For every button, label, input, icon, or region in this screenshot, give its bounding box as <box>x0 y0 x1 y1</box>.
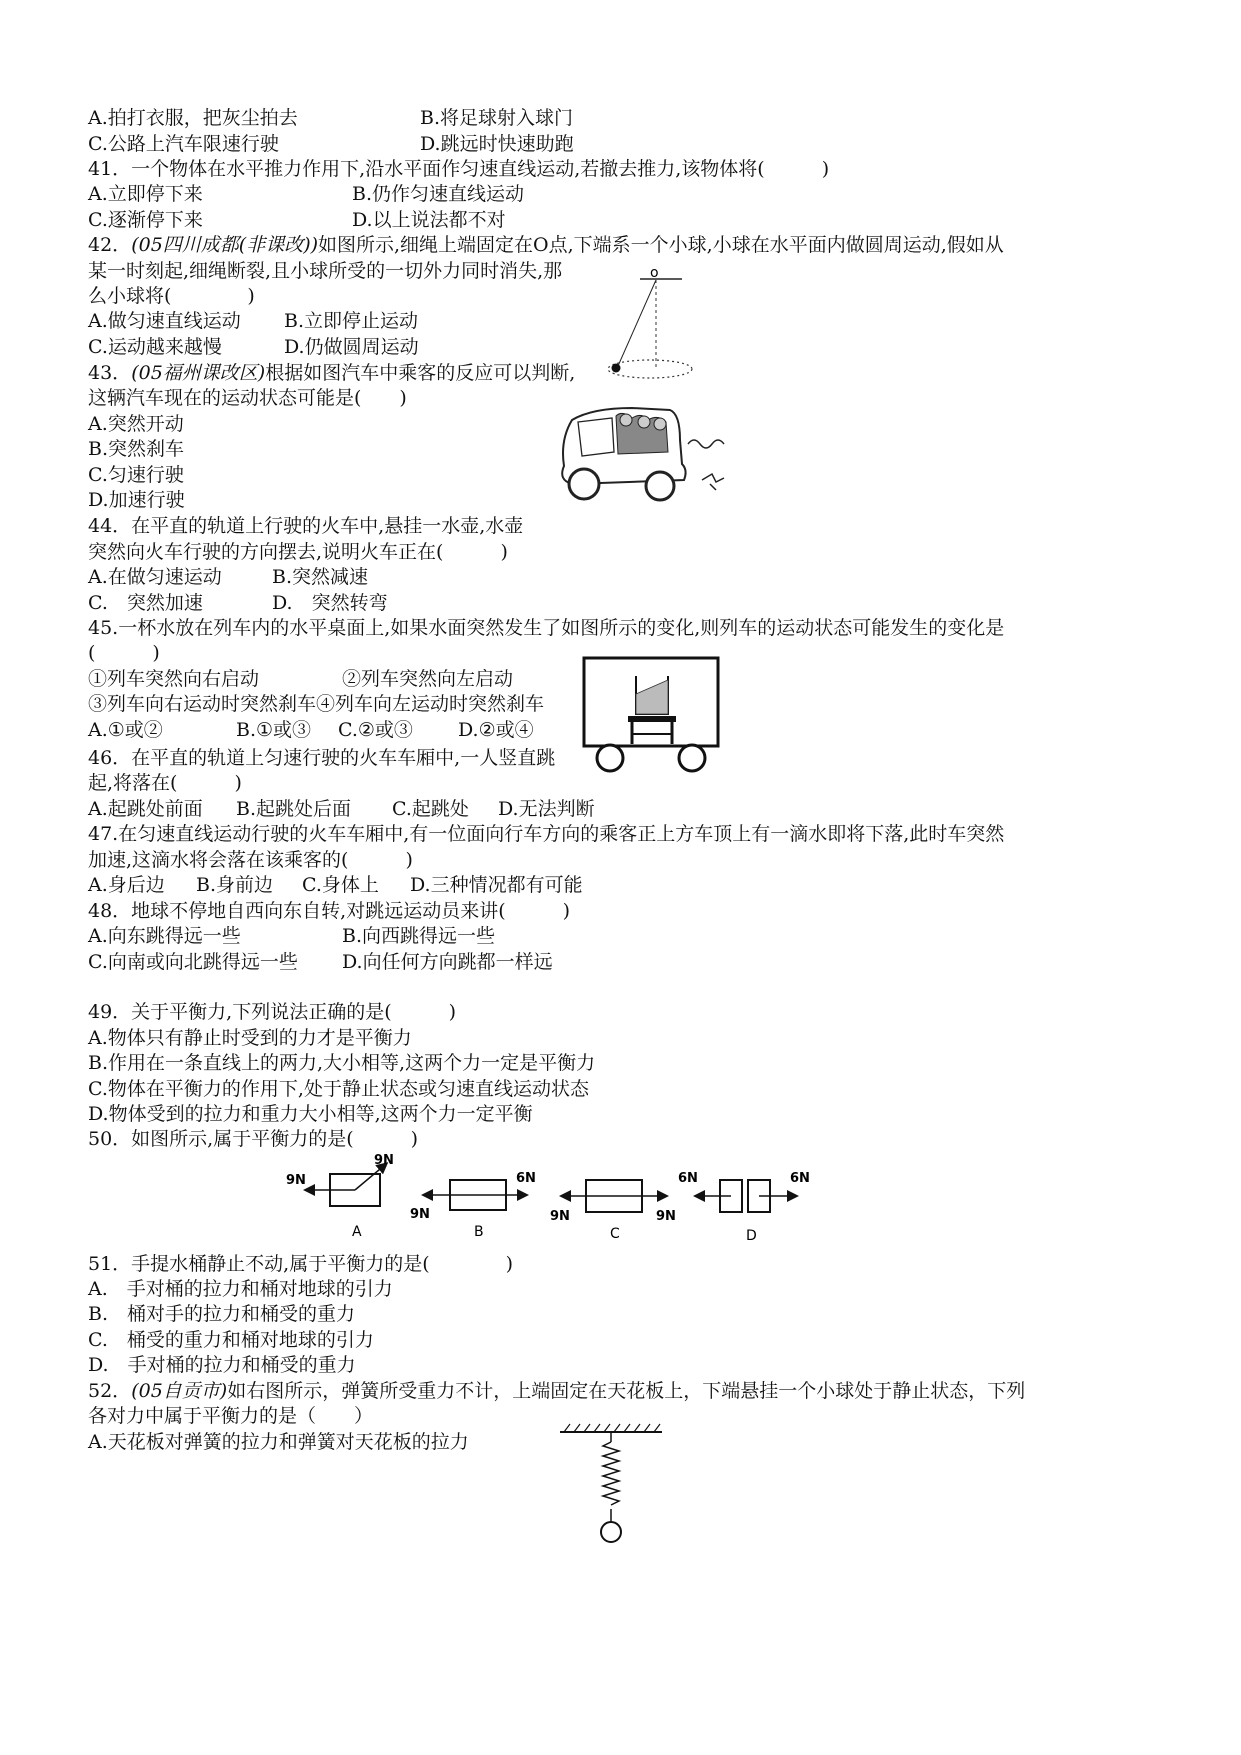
motion-lines <box>688 440 724 448</box>
q48-option-d: D.向任何方向跳都一样远 <box>342 951 553 973</box>
right-wheel <box>679 745 705 771</box>
spring-coil <box>603 1442 619 1505</box>
q44-stem-line1: 44．在平直的轨道上行驶的火车中,悬挂一水壶,水壶 <box>88 515 524 537</box>
q43-stem-text: 根据如图汽车中乘客的反应可以判断, <box>265 362 576 384</box>
force-label: 9N <box>410 1207 430 1222</box>
q43-option-c: C.匀速行驶 <box>88 464 184 486</box>
passenger-head <box>654 418 666 430</box>
q52-number: 52． <box>88 1380 132 1402</box>
q42-source: (05四川成都(非课改)) <box>131 234 319 256</box>
force-label: 6N <box>790 1171 810 1186</box>
q41-option-b: B.仍作匀速直线运动 <box>352 183 525 205</box>
q46-stem-line1: 46．在平直的轨道上匀速行驶的火车车厢中,一人竖直跳 <box>88 747 556 769</box>
string-line <box>618 280 656 366</box>
q42-option-a: A.做匀速直线运动 <box>88 310 241 332</box>
q45-option-b: B.①或③ <box>236 719 312 741</box>
q51-option-a: A. 手对桶的拉力和桶对地球的引力 <box>88 1278 393 1300</box>
q51-stem: 51．手提水桶静止不动,属于平衡力的是( ) <box>88 1253 514 1275</box>
q40-option-c: C.公路上汽车限速行驶 <box>88 133 279 155</box>
q41-option-d: D.以上说法都不对 <box>352 209 506 231</box>
q52-stem-text: 如右图所示，弹簧所受重力不计，上端固定在天花板上，下端悬挂一个小球处于静止状态，下列 <box>227 1380 1026 1402</box>
q42-stem-line2: 某一时刻起,细绳断裂,且小球所受的一切外力同时消失,那 <box>88 260 563 282</box>
q52-stem-line2: 各对力中属于平衡力的是（ ） <box>88 1405 374 1427</box>
q40-option-b: B.将足球射入球门 <box>420 107 574 129</box>
q45-option-c: C.②或③ <box>338 719 413 741</box>
q41-option-a: A.立即停下来 <box>88 183 203 205</box>
passenger-head <box>638 416 650 428</box>
q47-option-c: C.身体上 <box>302 874 379 896</box>
left-wheel <box>597 745 623 771</box>
passenger-head <box>620 414 632 426</box>
q51-option-d: D. 手对桶的拉力和桶受的重力 <box>88 1354 356 1376</box>
force-label: 6N <box>678 1171 698 1186</box>
q48-option-c: C.向南或向北跳得远一些 <box>88 951 298 973</box>
q41-stem: 41．一个物体在水平推力作用下,沿水平面作匀速直线运动,若撤去推力,该物体将( ) <box>88 158 830 180</box>
q40-option-d: D.跳远时快速助跑 <box>420 133 574 155</box>
q42-option-b: B.立即停止运动 <box>284 310 419 332</box>
q46-option-d: D.无法判断 <box>498 798 595 820</box>
q50-force-diagrams <box>280 1152 820 1252</box>
q50-stem: 50．如图所示,属于平衡力的是( ) <box>88 1128 419 1150</box>
q52-option-a: A.天花板对弹簧的拉力和弹簧对天花板的拉力 <box>88 1431 469 1453</box>
q52-spring-figure <box>556 1422 676 1557</box>
q48-option-a: A.向东跳得远一些 <box>88 925 241 947</box>
q41-option-c: C.逐渐停下来 <box>88 209 203 231</box>
q45-stem-line1: 45.一杯水放在列车内的水平桌面上,如果水面突然发生了如图所示的变化,则列车的运动状态可能发生的变化是 <box>88 617 1005 639</box>
q43-car-figure <box>552 400 742 508</box>
q43-option-d: D.加速行驶 <box>88 489 185 511</box>
hanging-ball <box>601 1522 621 1542</box>
q44-option-d: D. 突然转弯 <box>272 592 388 614</box>
diagram-caption: C <box>610 1226 620 1242</box>
force-label: 9N <box>374 1153 394 1168</box>
q42-option-d: D.仍做圆周运动 <box>284 336 419 358</box>
q44-option-b: B.突然减速 <box>272 566 369 588</box>
force-label: 9N <box>656 1209 676 1224</box>
q46-option-a: A.起跳处前面 <box>88 798 203 820</box>
diagram-caption: D <box>746 1228 757 1244</box>
q42-option-c: C.运动越来越慢 <box>88 336 222 358</box>
q47-option-b: B.身前边 <box>196 874 274 896</box>
q51-option-c: C. 桶受的重力和桶对地球的引力 <box>88 1329 374 1351</box>
q45-statement-2: ②列车突然向左启动 <box>342 668 514 690</box>
diagram-caption: B <box>474 1224 484 1240</box>
q45-stem-line2: ( ) <box>88 642 160 664</box>
q43-source: (05福州课改区) <box>131 362 266 384</box>
q49-option-a: A.物体只有静止时受到的力才是平衡力 <box>88 1027 412 1049</box>
q52-source: (05自贡市) <box>131 1380 228 1402</box>
diagram-c <box>550 1180 676 1242</box>
q49-stem: 49．关于平衡力,下列说法正确的是( ) <box>88 1001 457 1023</box>
table-top <box>628 716 676 722</box>
diagram-a <box>286 1153 394 1240</box>
q43-number: 43． <box>88 362 132 384</box>
q42-pendulum-figure <box>600 262 710 387</box>
q45-option-a: A.①或② <box>88 719 163 741</box>
q49-option-d: D.物体受到的拉力和重力大小相等,这两个力一定平衡 <box>88 1103 533 1125</box>
q49-option-c: C.物体在平衡力的作用下,处于静止状态或匀速直线运动状态 <box>88 1078 589 1100</box>
q42-stem-line1 <box>88 233 1004 257</box>
q45-train-figure <box>580 654 722 778</box>
exhaust-marks <box>702 474 724 490</box>
q51-option-b: B. 桶对手的拉力和桶受的重力 <box>88 1303 356 1325</box>
diagram-caption: A <box>352 1224 362 1240</box>
q49-option-b: B.作用在一条直线上的两力,大小相等,这两个力一定是平衡力 <box>88 1052 596 1074</box>
car-window <box>578 418 614 456</box>
q46-stem-line2: 起,将落在( ) <box>88 772 242 794</box>
q42-point-o-label: o <box>650 265 659 281</box>
q44-option-c: C. 突然加速 <box>88 592 203 614</box>
ceiling-hatching <box>564 1424 660 1432</box>
q45-statements-3-4: ③列车向右运动时突然刹车④列车向左运动时突然刹车 <box>88 693 545 715</box>
q47-option-d: D.三种情况都有可能 <box>410 874 583 896</box>
force-label: 6N <box>516 1171 536 1186</box>
q44-stem-line2: 突然向火车行驶的方向摆去,说明火车正在( ) <box>88 541 508 563</box>
force-label: 9N <box>550 1209 570 1224</box>
q46-option-b: B.起跳处后面 <box>236 798 352 820</box>
tilted-water <box>636 680 668 714</box>
q40-option-a: A.拍打衣服，把灰尘拍去 <box>88 107 298 129</box>
diagram-d <box>678 1171 810 1244</box>
q47-option-a: A.身后边 <box>88 874 165 896</box>
circular-path <box>608 360 692 378</box>
q52-stem-line1 <box>88 1379 1025 1403</box>
force-label: 9N <box>286 1173 306 1188</box>
q46-option-c: C.起跳处 <box>392 798 469 820</box>
diagram-b <box>410 1171 536 1240</box>
q42-stem-text: 如图所示,细绳上端固定在O点,下端系一个小球,小球在水平面内做圆周运动,假如从 <box>318 234 1004 256</box>
q48-option-b: B.向西跳得远一些 <box>342 925 496 947</box>
q43-stem-line2: 这辆汽车现在的运动状态可能是( ) <box>88 387 407 409</box>
q45-statement-1: ①列车突然向右启动 <box>88 668 260 690</box>
q48-stem: 48．地球不停地自西向东自转,对跳远运动员来讲( ) <box>88 900 571 922</box>
q45-option-d: D.②或④ <box>458 719 534 741</box>
rear-wheel <box>646 472 674 500</box>
ball <box>612 364 621 373</box>
q42-number: 42． <box>88 234 132 256</box>
q43-option-b: B.突然刹车 <box>88 438 185 460</box>
q44-option-a: A.在做匀速运动 <box>88 566 222 588</box>
q47-stem-line1: 47.在匀速直线运动行驶的火车车厢中,有一位面向行车方向的乘客正上方车顶上有一滴水即将下落,此时车突然 <box>88 823 1005 845</box>
q43-stem-line1 <box>88 361 575 385</box>
q47-stem-line2: 加速,这滴水将会落在该乘客的( ) <box>88 849 413 871</box>
q42-stem-line3: 么小球将( ) <box>88 285 255 307</box>
front-wheel <box>569 469 599 499</box>
q43-option-a: A.突然开动 <box>88 413 184 435</box>
